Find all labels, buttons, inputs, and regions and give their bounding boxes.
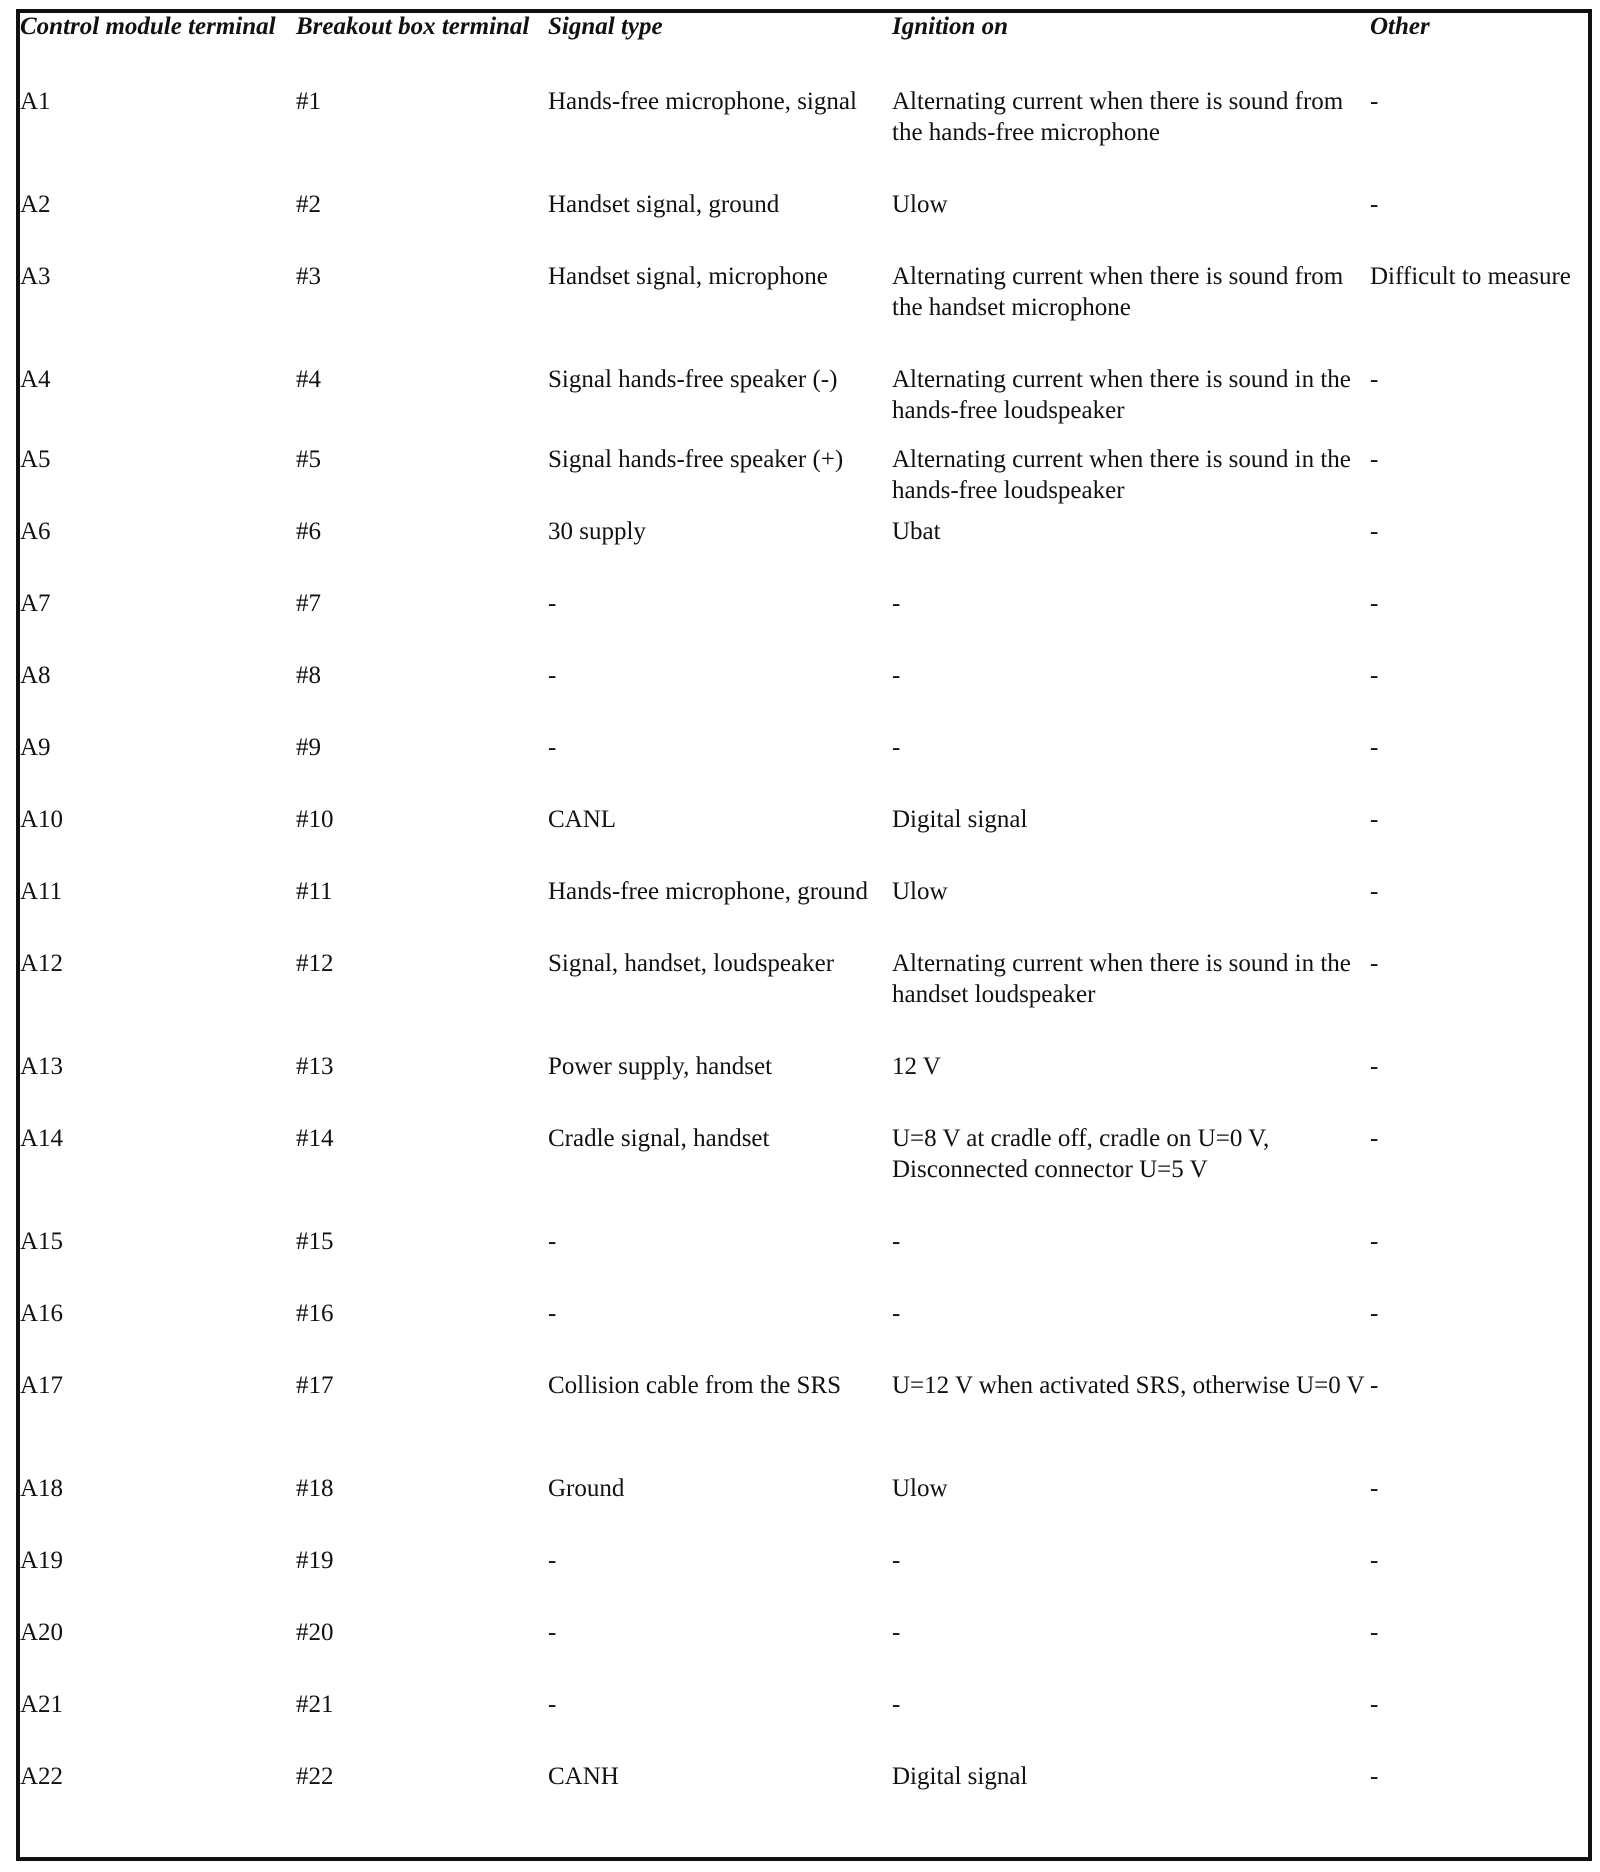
cell-ignition-on: Alternating current when there is sound in the hands-free loudspeaker [892,366,1351,424]
cell-breakout-box-terminal: #2 [296,191,321,218]
cell-control-module-terminal: A18 [20,1475,64,1502]
cell-control-module-terminal: A4 [20,366,51,393]
cell-other: - [1370,1691,1379,1718]
cell-signal-type: Handset signal, microphone [548,263,828,290]
cell-ignition-on: Ulow [892,878,948,905]
cell-control-module-terminal: A7 [20,590,51,617]
cell-other: - [1370,1619,1379,1646]
table-row [20,1298,1592,1370]
cell-signal-type: - [548,662,557,689]
table-row [20,516,1592,588]
cell-signal-type: Ground [548,1475,625,1502]
cell-control-module-terminal: A21 [20,1691,64,1718]
cell-other: - [1370,878,1379,905]
cell-other: - [1370,1053,1379,1080]
cell-ignition-on: Ubat [892,518,941,545]
header-signal-type: Signal type [548,13,663,40]
cell-control-module-terminal: A20 [20,1619,64,1646]
cell-breakout-box-terminal: #10 [296,806,334,833]
cell-control-module-terminal: A12 [20,950,64,977]
cell-breakout-box-terminal: #12 [296,950,334,977]
cell-breakout-box-terminal: #4 [296,366,321,393]
cell-ignition-on: Alternating current when there is sound in the hands-free loudspeaker [892,446,1351,504]
cell-other: - [1370,1763,1379,1790]
cell-ignition-on: Alternating current when there is sound in the handset loudspeaker [892,950,1351,1008]
cell-ignition-on: 12 V [892,1053,941,1080]
cell-ignition-on: - [892,1691,901,1718]
cell-control-module-terminal: A8 [20,662,51,689]
cell-other: - [1370,590,1379,617]
cell-signal-type: - [548,734,557,761]
cell-other: - [1370,1228,1379,1255]
table-row [20,444,1592,516]
cell-control-module-terminal: A11 [20,878,63,905]
cell-ignition-on: Ulow [892,1475,948,1502]
table-row [20,1545,1592,1617]
cell-signal-type: - [548,1691,557,1718]
cell-signal-type: 30 supply [548,518,646,545]
table-row [20,1689,1592,1761]
table-row [20,189,1592,261]
cell-ignition-on: U=12 V when activated SRS, otherwise U=0 V [892,1372,1365,1399]
cell-signal-type: - [548,1547,557,1574]
table-row [20,1761,1592,1833]
cell-signal-type: Power supply, handset [548,1053,773,1080]
table-row [20,804,1592,876]
cell-control-module-terminal: A10 [20,806,64,833]
cell-signal-type: CANL [548,806,617,833]
table-row [20,364,1592,444]
cell-breakout-box-terminal: #6 [296,518,321,545]
cell-breakout-box-terminal: #8 [296,662,321,689]
cell-breakout-box-terminal: #18 [296,1475,334,1502]
cell-other: - [1370,734,1379,761]
cell-breakout-box-terminal: #3 [296,263,321,290]
cell-ignition-on: U=8 V at cradle off, cradle on U=0 V, Disconnected connector U=5 V [892,1125,1270,1183]
table-row [20,948,1592,1051]
header-other: Other [1370,13,1430,40]
cell-breakout-box-terminal: #7 [296,590,321,617]
table-row [20,732,1592,804]
table-row [20,588,1592,660]
header-ignition-on: Ignition on [892,13,1009,40]
table-row [20,660,1592,732]
cell-breakout-box-terminal: #9 [296,734,321,761]
cell-control-module-terminal: A17 [20,1372,64,1399]
cell-ignition-on: Digital signal [892,806,1028,833]
header-control-module-terminal: Control module terminal [20,13,276,40]
cell-breakout-box-terminal: #22 [296,1763,334,1790]
cell-breakout-box-terminal: #17 [296,1372,334,1399]
table-header [20,12,1592,86]
cell-breakout-box-terminal: #14 [296,1125,334,1152]
cell-signal-type: - [548,590,557,617]
cell-other: - [1370,662,1379,689]
table-body [20,86,1592,1833]
cell-other: - [1370,1300,1379,1327]
cell-other: - [1370,366,1379,393]
cell-ignition-on: - [892,734,901,761]
cell-breakout-box-terminal: #15 [296,1228,334,1255]
cell-ignition-on: Alternating current when there is sound from the handset microphone [892,263,1344,321]
cell-control-module-terminal: A2 [20,191,51,218]
cell-signal-type: Signal hands-free speaker (-) [548,366,838,393]
cell-breakout-box-terminal: #5 [296,446,321,473]
cell-control-module-terminal: A15 [20,1228,64,1255]
cell-control-module-terminal: A1 [20,88,51,115]
table-row [20,1226,1592,1298]
cell-ignition-on: - [892,1300,901,1327]
cell-other: Difficult to measure [1370,263,1571,290]
header-breakout-box-terminal: Breakout box terminal [296,13,530,40]
cell-ignition-on: Alternating current when there is sound from the hands-free microphone [892,88,1344,146]
table-row [20,1123,1592,1226]
cell-breakout-box-terminal: #21 [296,1691,334,1718]
cell-control-module-terminal: A22 [20,1763,64,1790]
cell-other: - [1370,518,1379,545]
cell-breakout-box-terminal: #20 [296,1619,334,1646]
cell-control-module-terminal: A13 [20,1053,64,1080]
cell-ignition-on: - [892,1547,901,1574]
cell-control-module-terminal: A14 [20,1125,64,1152]
table-row [20,1051,1592,1123]
cell-other: - [1370,1547,1379,1574]
table-row [20,876,1592,948]
cell-signal-type: Hands-free microphone, signal [548,88,857,115]
table-row [20,261,1592,364]
cell-signal-type: - [548,1300,557,1327]
cell-other: - [1370,1372,1379,1399]
cell-ignition-on: - [892,662,901,689]
cell-breakout-box-terminal: #13 [296,1053,334,1080]
cell-other: - [1370,191,1379,218]
table-row [20,1617,1592,1689]
cell-signal-type: - [548,1619,557,1646]
cell-signal-type: - [548,1228,557,1255]
cell-ignition-on: Ulow [892,191,948,218]
cell-breakout-box-terminal: #11 [296,878,333,905]
cell-other: - [1370,950,1379,977]
table-row [20,1473,1592,1545]
cell-control-module-terminal: A16 [20,1300,64,1327]
cell-signal-type: Cradle signal, handset [548,1125,770,1152]
cell-signal-type: CANH [548,1763,619,1790]
cell-ignition-on: - [892,590,901,617]
cell-signal-type: Handset signal, ground [548,191,780,218]
cell-breakout-box-terminal: #16 [296,1300,334,1327]
cell-ignition-on: - [892,1228,901,1255]
cell-other: - [1370,446,1379,473]
table-row [20,86,1592,189]
cell-other: - [1370,1475,1379,1502]
cell-signal-type: Hands-free microphone, ground [548,878,869,905]
cell-control-module-terminal: A5 [20,446,51,473]
cell-signal-type: Signal hands-free speaker (+) [548,446,844,473]
cell-control-module-terminal: A19 [20,1547,64,1574]
cell-control-module-terminal: A3 [20,263,51,290]
cell-breakout-box-terminal: #19 [296,1547,334,1574]
table-row [20,1370,1592,1473]
cell-other: - [1370,88,1379,115]
cell-signal-type: Signal, handset, loudspeaker [548,950,835,977]
cell-breakout-box-terminal: #1 [296,88,321,115]
header-row [20,12,1592,86]
cell-control-module-terminal: A6 [20,518,51,545]
cell-other: - [1370,806,1379,833]
cell-signal-type: Collision cable from the SRS [548,1372,842,1399]
cell-other: - [1370,1125,1379,1152]
cell-control-module-terminal: A9 [20,734,51,761]
cell-ignition-on: Digital signal [892,1763,1028,1790]
terminal-specification-table [20,12,1592,1833]
cell-ignition-on: - [892,1619,901,1646]
